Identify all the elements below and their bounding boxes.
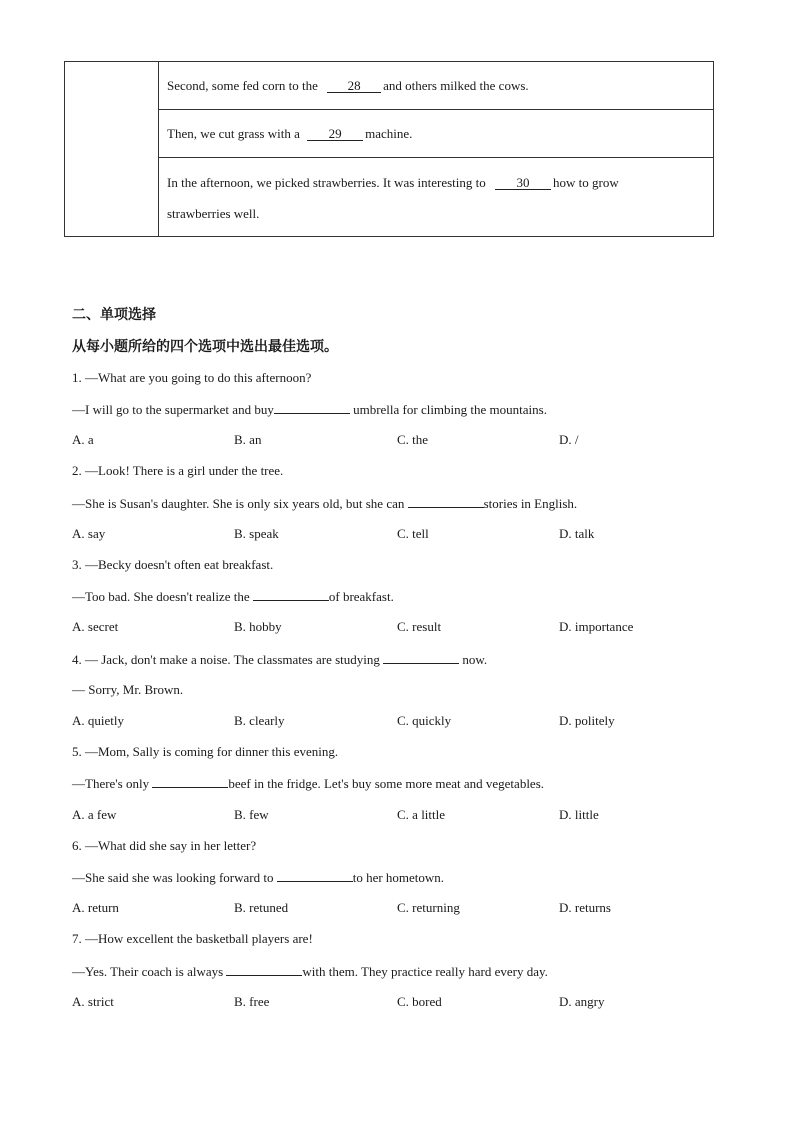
blank-28: 28 — [327, 79, 381, 93]
option-c: C. a little — [397, 807, 446, 822]
option-a: A. strict — [72, 994, 114, 1009]
answer-blank — [277, 869, 353, 882]
answer-text: —She is Susan's daughter. She is only six years old, but she can — [72, 496, 408, 511]
question-3: 3. —Becky doesn't often eat breakfast. — [72, 557, 274, 572]
answer-text: —Too bad. She doesn't realize the — [72, 589, 253, 604]
option-c: C. quickly — [397, 713, 452, 728]
option-c: C. result — [397, 619, 442, 634]
question-blank — [383, 651, 459, 664]
question-5: 5. —Mom, Sally is coming for dinner this evening. — [72, 744, 339, 759]
answer-text: stories in English. — [483, 496, 578, 511]
answer-text: —There's only — [72, 776, 153, 791]
answer-blank — [274, 401, 350, 414]
row-text-before: Second, some fed corn to the — [167, 78, 318, 93]
option-b: B. speak — [234, 526, 279, 541]
answer-line-1 — [72, 401, 547, 418]
option-b: B. an — [234, 432, 262, 447]
answer-line-4: — Sorry, Mr. Brown. — [72, 682, 184, 697]
question-1: 1. —What are you going to do this afternoon? — [72, 370, 312, 385]
question-2: 2. —Look! There is a girl under the tree. — [72, 463, 284, 478]
option-d: D. returns — [559, 900, 611, 915]
option-a: A. return — [72, 900, 119, 915]
answer-blank — [253, 588, 329, 601]
answer-text: —She said she was looking forward to — [72, 870, 277, 885]
option-b: B. retuned — [234, 900, 289, 915]
table-row — [159, 110, 713, 158]
option-d: D. / — [559, 432, 579, 447]
answer-text: to her hometown. — [352, 870, 445, 885]
option-c: C. tell — [397, 526, 429, 541]
answer-text: —I will go to the supermarket and buy — [72, 402, 274, 417]
row-text-line2: strawberries well. — [167, 206, 260, 221]
option-d: D. importance — [559, 619, 634, 634]
option-a: A. secret — [72, 619, 119, 634]
option-d: D. politely — [559, 713, 615, 728]
answer-text: umbrella for climbing the mountains. — [349, 402, 547, 417]
answer-line-5 — [72, 775, 544, 792]
table-row — [159, 158, 713, 237]
answer-line-6 — [72, 869, 444, 886]
option-c: C. returning — [397, 900, 460, 915]
answer-line-3 — [72, 588, 394, 605]
answer-line-7 — [72, 963, 548, 980]
question-text: 4. — Jack, don't make a noise. The classmates are studying — [72, 652, 384, 667]
option-b: B. free — [234, 994, 270, 1009]
question-4 — [72, 651, 487, 668]
row-text-before: Then, we cut grass with a — [167, 126, 300, 141]
row-text-after: machine. — [365, 126, 413, 141]
answer-text: beef in the fridge. Let's buy some more meat and vegetables. — [228, 776, 545, 791]
option-d: D. angry — [559, 994, 605, 1009]
option-b: B. few — [234, 807, 269, 822]
option-c: C. bored — [397, 994, 442, 1009]
table-row — [159, 62, 713, 110]
section-instruction: 从每小题所给的四个选项中选出最佳选项。 — [72, 339, 338, 355]
option-d: D. talk — [559, 526, 595, 541]
option-b: B. hobby — [234, 619, 282, 634]
option-a: A. a — [72, 432, 94, 447]
option-d: D. little — [559, 807, 599, 822]
row-text-after: and others milked the cows. — [383, 78, 529, 93]
section-title: 二、单项选择 — [72, 307, 156, 323]
question-6: 6. —What did she say in her letter? — [72, 838, 257, 853]
answer-text: —Yes. Their coach is always — [72, 964, 227, 979]
option-b: B. clearly — [234, 713, 285, 728]
blank-29: 29 — [307, 127, 363, 141]
answer-text: of breakfast. — [328, 589, 394, 604]
answer-blank — [408, 495, 484, 508]
question-7: 7. —How excellent the basketball players are! — [72, 931, 313, 946]
row-text-before: In the afternoon, we picked strawberries. It was interesting to — [167, 175, 486, 190]
option-a: A. say — [72, 526, 106, 541]
answer-blank — [152, 775, 228, 788]
row-text-after: how to grow — [553, 175, 619, 190]
answer-blank — [226, 963, 302, 976]
question-text: now. — [459, 652, 488, 667]
option-c: C. the — [397, 432, 429, 447]
blank-30: 30 — [495, 176, 551, 190]
fill-in-table — [64, 61, 714, 237]
answer-line-2 — [72, 495, 577, 512]
answer-text: with them. They practice really hard every day. — [302, 964, 548, 979]
option-a: A. a few — [72, 807, 117, 822]
option-a: A. quietly — [72, 713, 124, 728]
table-left-cell — [65, 62, 159, 236]
